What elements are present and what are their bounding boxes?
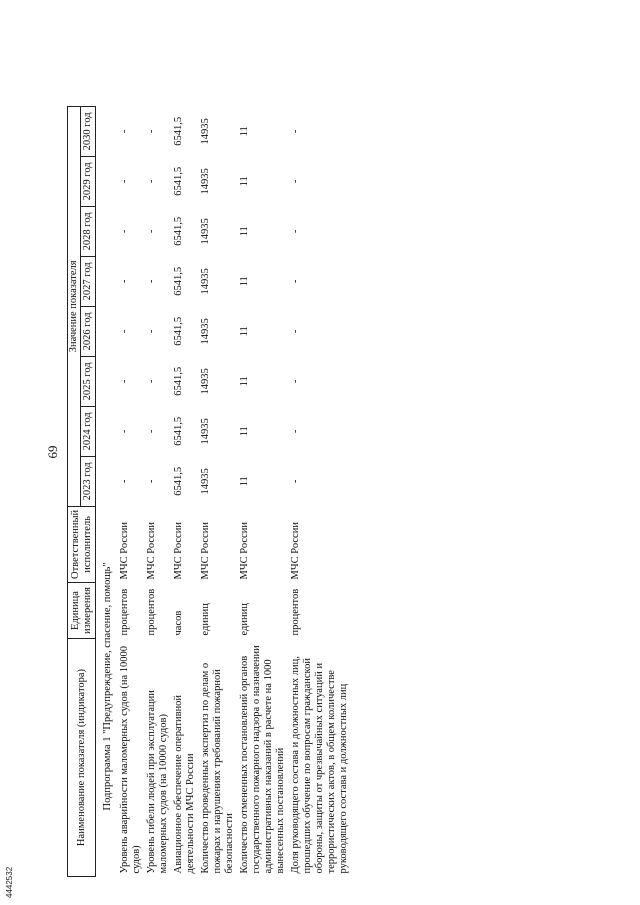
indicator-name: Количество проведенных экспертиз по делам о пожарах и нарушениях требований пожарной безопасности <box>200 662 235 874</box>
value-cell: 11 <box>239 376 250 387</box>
value-cell: 14935 <box>200 468 211 495</box>
indicator-table <box>67 106 350 877</box>
value-cell: 6541,5 <box>173 316 184 346</box>
value-cell: - <box>290 429 301 434</box>
header-year: 2027 год <box>81 256 96 306</box>
indicator-name: Количество отмененных постановлений органов государственного пожарного надзора о назначении административных наказаний в расчете на 1000 вынесенных постановлений <box>239 645 286 874</box>
indicator-executor: МЧС России <box>290 522 301 580</box>
indicator-unit: процентов <box>290 588 301 636</box>
value-cell: 11 <box>239 226 250 237</box>
value-cell: 6541,5 <box>173 116 184 146</box>
header-year: 2028 год <box>81 206 96 256</box>
header-values-group: Значение показателя <box>68 106 81 506</box>
page-number: 69 <box>45 445 60 459</box>
value-cell: - <box>119 179 130 184</box>
indicator-executor: МЧС России <box>173 522 184 580</box>
value-cell: - <box>119 279 130 284</box>
table-row <box>197 106 236 876</box>
value-cell: 6541,5 <box>173 266 184 296</box>
indicator-unit: часов <box>173 610 184 636</box>
value-cell: - <box>290 329 301 334</box>
table-row <box>236 106 287 876</box>
value-cell: - <box>290 479 301 484</box>
value-cell: 11 <box>239 326 250 337</box>
indicator-name: Авиационное обеспечение оперативной деятельности МЧС России <box>173 694 196 874</box>
value-cell: - <box>146 379 157 384</box>
value-cell: - <box>119 479 130 484</box>
header-executor: Ответственный исполнитель <box>68 506 96 582</box>
value-cell: 14935 <box>200 418 211 445</box>
value-cell: 6541,5 <box>173 166 184 196</box>
value-cell: - <box>119 229 130 234</box>
value-cell: - <box>146 329 157 334</box>
value-cell: - <box>290 179 301 184</box>
indicator-unit: процентов <box>146 588 157 636</box>
value-cell: 6541,5 <box>173 416 184 446</box>
value-cell: - <box>119 129 130 134</box>
indicator-executor: МЧС России <box>119 522 130 580</box>
value-cell: - <box>146 429 157 434</box>
value-cell: 11 <box>239 126 250 137</box>
header-year: 2024 год <box>81 406 96 456</box>
indicator-executor: МЧС России <box>146 522 157 580</box>
value-cell: - <box>290 229 301 234</box>
header-unit: Единица измерения <box>68 583 96 639</box>
indicator-executor: МЧС России <box>239 522 250 580</box>
header-year: 2030 год <box>81 106 96 156</box>
value-cell: - <box>290 279 301 284</box>
value-cell: - <box>119 379 130 384</box>
value-cell: - <box>119 329 130 334</box>
value-cell: 11 <box>239 476 250 487</box>
value-cell: 6541,5 <box>173 216 184 246</box>
value-cell: - <box>146 279 157 284</box>
table-row <box>143 106 170 876</box>
value-cell: - <box>146 129 157 134</box>
value-cell: 6541,5 <box>173 366 184 396</box>
value-cell: 14935 <box>200 168 211 195</box>
value-cell: - <box>146 479 157 484</box>
value-cell: - <box>119 429 130 434</box>
value-cell: 11 <box>239 276 250 287</box>
subprogram-title: Подпрограмма 1 "Предупреждение, спасение, помощь" <box>102 562 113 811</box>
header-year: 2025 год <box>81 356 96 406</box>
value-cell: - <box>146 229 157 234</box>
value-cell: 14935 <box>200 368 211 395</box>
value-cell: 11 <box>239 426 250 437</box>
value-cell: - <box>290 129 301 134</box>
value-cell: 14935 <box>200 268 211 295</box>
indicator-unit: единиц <box>200 603 211 636</box>
header-year: 2029 год <box>81 156 96 206</box>
indicator-name: Уровень аварийности маломерных судов (на 10000 судов) <box>119 645 142 874</box>
indicator-executor: МЧС России <box>200 522 211 580</box>
indicator-unit: процентов <box>119 588 130 636</box>
indicator-unit: единиц <box>239 603 250 636</box>
value-cell: 6541,5 <box>173 466 184 496</box>
table-row <box>287 106 350 876</box>
subprogram-row <box>96 106 117 876</box>
header-year: 2026 год <box>81 306 96 356</box>
value-cell: 14935 <box>200 218 211 245</box>
value-cell: - <box>290 379 301 384</box>
header-year: 2023 год <box>81 456 96 506</box>
document-id: 4442532 <box>5 866 14 898</box>
value-cell: 11 <box>239 176 250 187</box>
value-cell: 14935 <box>200 118 211 145</box>
indicator-name: Доля руководящего состава и должностных лиц, прошедших обучение по вопросам гражданской обороны, защиты от чрезвычайных ситуаций и террористических актов, в общем количестве руководящего состава и должностных лиц <box>290 656 349 874</box>
table-row <box>170 106 197 876</box>
value-cell: 14935 <box>200 318 211 345</box>
value-cell: - <box>146 179 157 184</box>
table-row <box>116 106 143 876</box>
indicator-name: Уровень гибели людей при эксплуатации маломерных судов (на 10000 судов) <box>146 690 169 874</box>
rotated-content <box>45 27 605 877</box>
header-name: Наименование показателя (индикатора) <box>68 639 96 877</box>
